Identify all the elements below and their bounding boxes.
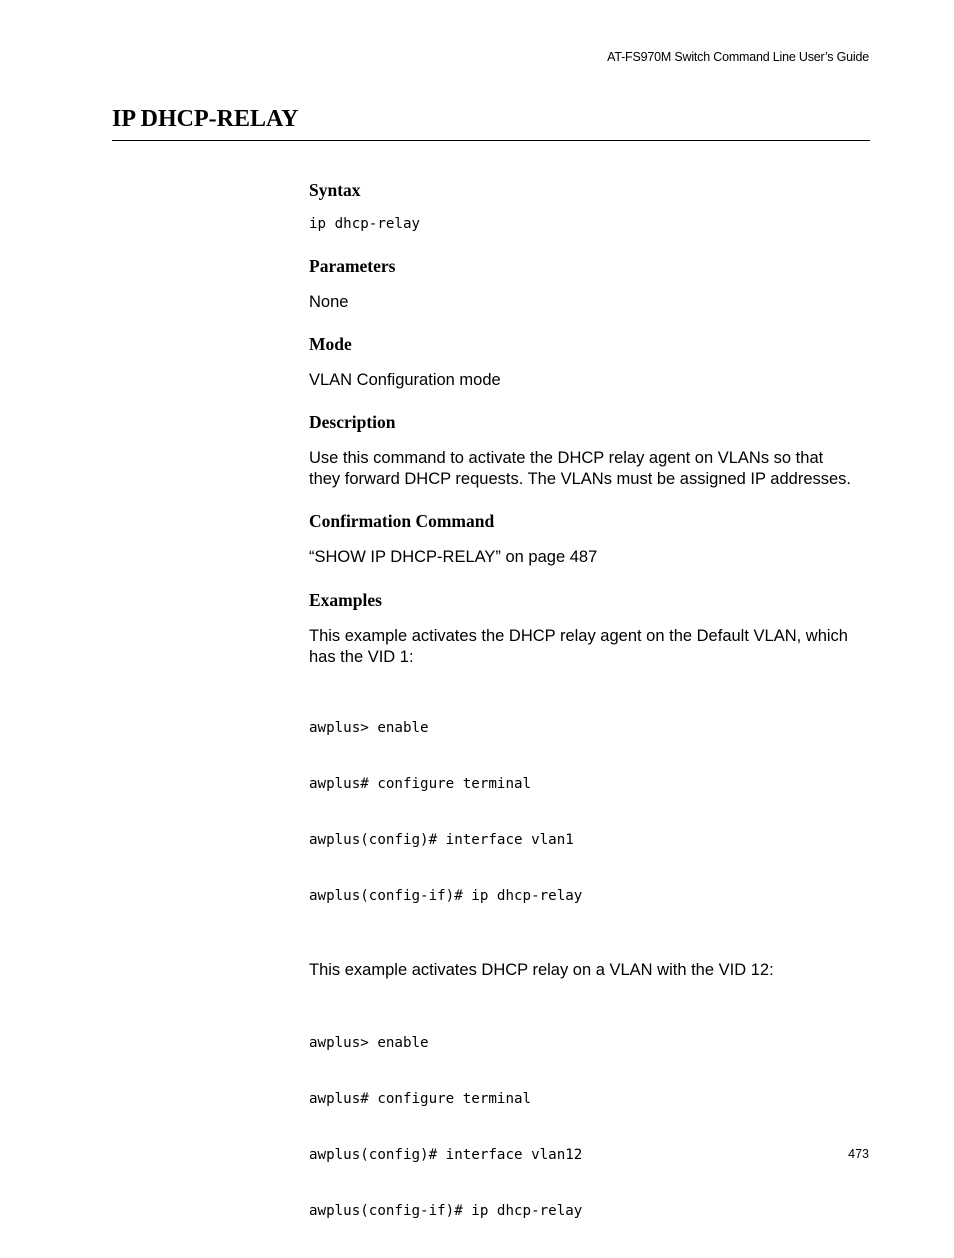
code-line: awplus(config)# interface vlan12	[309, 1147, 583, 1164]
body-column	[309, 178, 879, 1258]
code-line: awplus> enable	[309, 720, 429, 737]
page-number: 473	[848, 1147, 869, 1161]
code-line: awplus(config-if)# ip dhcp-relay	[309, 888, 583, 905]
description-text	[309, 448, 879, 490]
confirmation-heading: Confirmation Command	[309, 510, 495, 531]
confirmation-link[interactable]: “SHOW IP DHCP-RELAY” on page 487	[309, 547, 598, 566]
running-header: AT-FS970M Switch Command Line User’s Guide	[607, 50, 869, 64]
page-title: IP DHCP-RELAY	[112, 106, 299, 132]
description-heading: Description	[309, 411, 396, 432]
example-2-code	[309, 997, 879, 1258]
example-2-intro: This example activates DHCP relay on a VLAN with the VID 12:	[309, 960, 774, 979]
mode-heading: Mode	[309, 333, 352, 354]
parameters-text: None	[309, 292, 349, 311]
syntax-heading: Syntax	[309, 180, 361, 200]
example-1-intro	[309, 626, 879, 668]
example-1-intro-line-2: has the VID 1:	[309, 647, 414, 666]
code-line: awplus(config-if)# ip dhcp-relay	[309, 1203, 583, 1220]
examples-heading: Examples	[309, 589, 382, 610]
code-line: awplus(config)# interface vlan1	[309, 832, 574, 849]
description-line-1: Use this command to activate the DHCP relay agent on VLANs so that	[309, 448, 824, 467]
parameters-heading: Parameters	[309, 255, 396, 276]
description-line-2: they forward DHCP requests. The VLANs must be assigned IP addresses.	[309, 469, 852, 488]
code-line: awplus# configure terminal	[309, 776, 532, 793]
code-line: awplus# configure terminal	[309, 1091, 532, 1108]
mode-text: VLAN Configuration mode	[309, 370, 501, 389]
example-1-intro-line-1: This example activates the DHCP relay agent on the Default VLAN, which	[309, 626, 848, 645]
code-line: awplus> enable	[309, 1034, 429, 1051]
syntax-code: ip dhcp-relay	[309, 216, 421, 232]
example-1-code	[309, 682, 879, 944]
title-rule	[112, 140, 870, 141]
